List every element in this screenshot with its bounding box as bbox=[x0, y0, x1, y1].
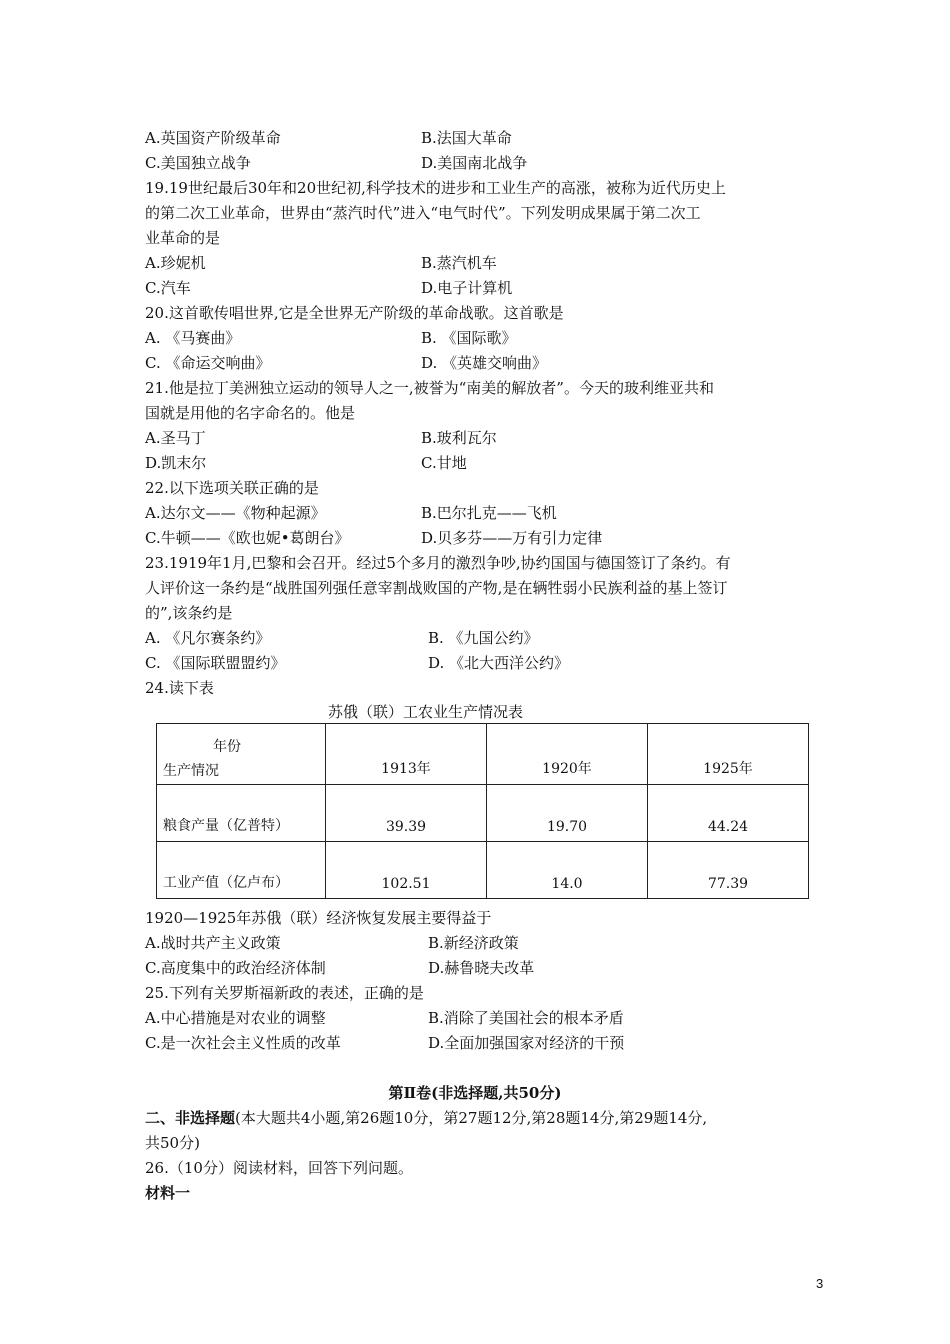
q25-stem: 25.下列有关罗斯福新政的表述，正确的是 bbox=[145, 984, 424, 1002]
header-year-1925: 1925年 bbox=[648, 724, 809, 785]
part2-heading-label: 二、非选择题 bbox=[145, 1109, 236, 1127]
q22-option-c: C.牛顿——《欧也妮•葛朗台》 bbox=[145, 529, 350, 547]
q23-stem-line2: 人评价这一条约是“战胜国列强任意宰割战败国的产物,是在辆牲弱小民族利益的基上签订 bbox=[145, 579, 728, 597]
q20-option-d: D. 《英雄交响曲》 bbox=[421, 354, 548, 372]
q19-option-a: A.珍妮机 bbox=[145, 254, 206, 272]
part2-heading bbox=[145, 1108, 707, 1128]
q22-option-d: D.贝多芬——万有引力定律 bbox=[421, 529, 603, 547]
row-label-industry: 工业产值（亿卢布） bbox=[157, 842, 326, 899]
header-category-label: 生产情况 bbox=[163, 763, 219, 779]
table-header-corner bbox=[157, 724, 326, 785]
q19-stem-line1: 19.19世纪最后30年和20世纪初,科学技术的进步和工业生产的高涨，被称为近代历史上 bbox=[145, 179, 726, 197]
q25-option-d: D.全面加强国家对经济的干预 bbox=[428, 1034, 625, 1052]
q24-option-c: C.高度集中的政治经济体制 bbox=[145, 959, 326, 977]
table-cell: 44.24 bbox=[648, 785, 809, 842]
table-row bbox=[157, 842, 809, 899]
table-cell: 39.39 bbox=[326, 785, 487, 842]
q23-option-a: A. 《凡尔赛条约》 bbox=[145, 629, 271, 647]
q23-option-b: B. 《九国公约》 bbox=[428, 629, 539, 647]
q25-option-b: B.消除了美国社会的根本矛盾 bbox=[428, 1009, 624, 1027]
part2-heading-detail: (本大题共4小题,第26题10分，第27题12分,第28题14分,第29题14分, bbox=[235, 1109, 708, 1127]
page-number: 3 bbox=[816, 1276, 824, 1291]
q26-stem: 26.（10分）阅读材料，回答下列问题。 bbox=[145, 1159, 413, 1177]
q21-option-a: A.圣马丁 bbox=[145, 429, 206, 447]
q20-option-b: B. 《国际歌》 bbox=[421, 329, 517, 347]
q24-option-b: B.新经济政策 bbox=[428, 934, 519, 952]
q18-option-c: C.美国独立战争 bbox=[145, 154, 251, 172]
q22-stem: 22.以下选项关联正确的是 bbox=[145, 479, 319, 497]
q18-option-d: D.美国南北战争 bbox=[421, 154, 528, 172]
q24-stem: 24.读下表 bbox=[145, 679, 214, 697]
q21-option-c: C.甘地 bbox=[421, 454, 467, 472]
q21-option-d: D.凯末尔 bbox=[145, 454, 207, 472]
table-cell: 14.0 bbox=[487, 842, 648, 899]
q19-option-b: B.蒸汽机车 bbox=[421, 254, 497, 272]
q18-option-b: B.法国大革命 bbox=[421, 129, 512, 147]
material-one-label: 材料一 bbox=[145, 1184, 191, 1202]
q20-option-a: A. 《马赛曲》 bbox=[145, 329, 241, 347]
table-title: 苏俄（联）工农业生产情况表 bbox=[328, 703, 524, 721]
q21-option-b: B.玻利瓦尔 bbox=[421, 429, 497, 447]
q20-option-c: C. 《命运交响曲》 bbox=[145, 354, 271, 372]
q23-stem-line3: 的”,该条约是 bbox=[145, 604, 233, 622]
q23-option-d: D. 《北大西洋公约》 bbox=[428, 654, 570, 672]
q24-option-a: A.战时共产主义政策 bbox=[145, 934, 281, 952]
q21-stem-line2: 国就是用他的名字命名的。他是 bbox=[145, 404, 356, 422]
table-cell: 77.39 bbox=[648, 842, 809, 899]
q25-option-c: C.是一次社会主义性质的改革 bbox=[145, 1034, 341, 1052]
header-year-1920: 1920年 bbox=[487, 724, 648, 785]
q20-stem: 20.这首歌传唱世界,它是全世界无产阶级的革命战歌。这首歌是 bbox=[145, 304, 564, 322]
q19-option-c: C.汽车 bbox=[145, 279, 191, 297]
q19-option-d: D.电子计算机 bbox=[421, 279, 513, 297]
q19-stem-line3: 业革命的是 bbox=[145, 229, 221, 247]
q22-option-a: A.达尔文——《物种起源》 bbox=[145, 504, 326, 522]
header-year-1913: 1913年 bbox=[326, 724, 487, 785]
row-label-grain: 粮食产量（亿普特） bbox=[157, 785, 326, 842]
table-cell: 102.51 bbox=[326, 842, 487, 899]
q22-option-b: B.巴尔扎克——飞机 bbox=[421, 504, 557, 522]
header-year-label: 年份 bbox=[213, 739, 241, 755]
part2-title: 第Ⅱ卷(非选择题,共50分) bbox=[388, 1084, 562, 1102]
q24-option-d: D.赫鲁晓夫改革 bbox=[428, 959, 535, 977]
part2-heading-line2: 共50分) bbox=[145, 1134, 200, 1152]
q19-stem-line2: 的第二次工业革命，世界由“蒸汽时代”进入“电气时代”。下列发明成果属于第二次工 bbox=[145, 204, 701, 222]
q25-option-a: A.中心措施是对农业的调整 bbox=[145, 1009, 326, 1027]
q18-option-a: A.英国资产阶级革命 bbox=[145, 129, 281, 147]
q21-stem-line1: 21.他是拉丁美洲独立运动的领导人之一,被誉为“南美的解放者”。今天的玻利维亚共和 bbox=[145, 379, 714, 397]
production-table bbox=[156, 723, 809, 899]
table-cell: 19.70 bbox=[487, 785, 648, 842]
table-row bbox=[157, 785, 809, 842]
q23-stem-line1: 23.1919年1月,巴黎和会召开。经过5个多月的激烈争吵,协约国国与德国签订了条约。有 bbox=[145, 554, 731, 572]
q24-question: 1920—1925年苏俄（联）经济恢复发展主要得益于 bbox=[145, 909, 492, 927]
q23-option-c: C. 《国际联盟盟约》 bbox=[145, 654, 286, 672]
